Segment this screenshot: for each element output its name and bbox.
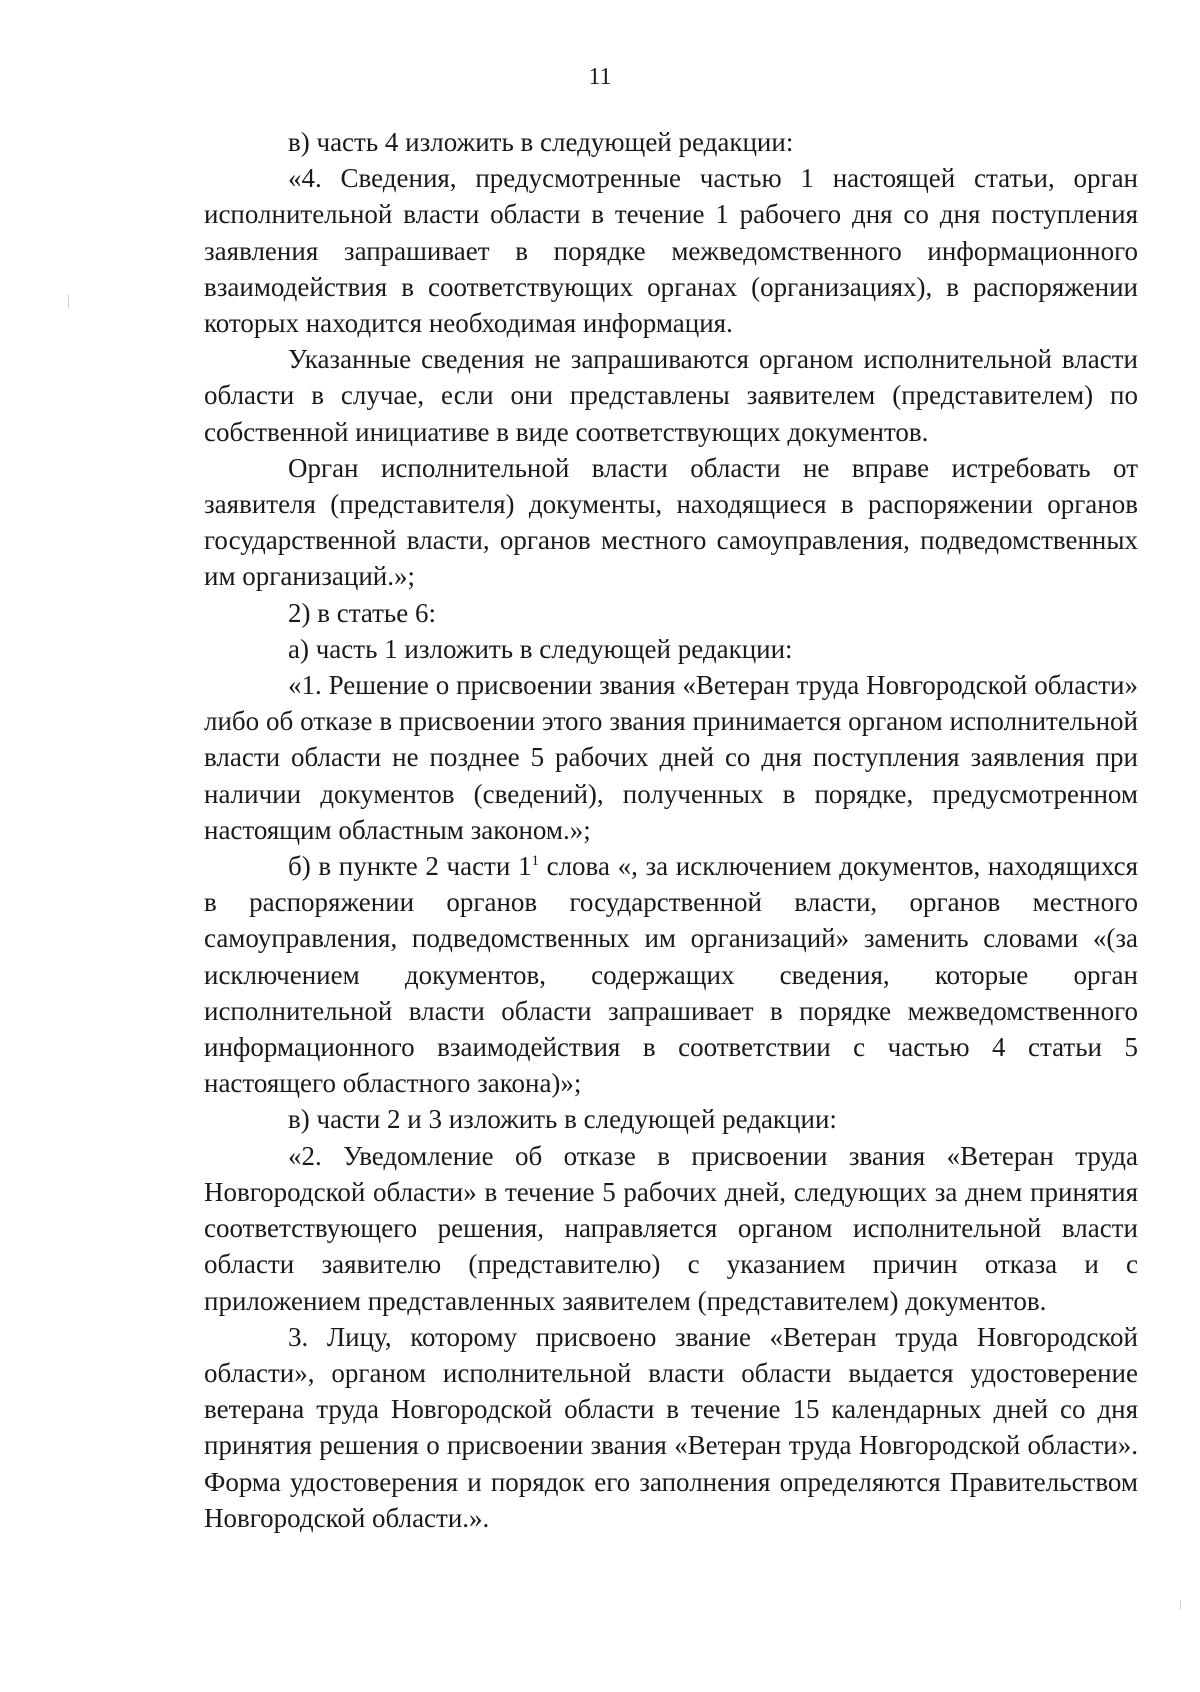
document-body <box>204 124 1138 1536</box>
paragraph-article-6-part-3: 3. Лицу, которому присвоено звание «Ветеран труда Новгородской области», органом исполнительной власти области выдается удостоверение ветерана труда Новгородской области в течение 15 календарных дней со дня принятия решения о присвоении звания «Ветеран труда Новгородской области». Форма удостоверения и порядок его заполнения определяются Правительством Новгородской области.». <box>204 1321 1138 1533</box>
page-number: 11 <box>588 64 612 90</box>
paragraph-info-not-requested: Указанные сведения не запрашиваются органом исполнительной власти области в случае, если они представлены заявителем (представителем) по собственной инициативе в виде соответствующих документов. <box>204 344 1138 447</box>
paragraph-part-1-intro: а) часть 1 изложить в следующей редакции: <box>288 633 793 664</box>
paragraph-article-5-part-4: «4. Сведения, предусмотренные частью 1 настоящей статьи, орган исполнительной власти области в течение 1 рабочего дня со дня поступления заявления запрашивает в порядке межведомственного информационного взаимодействия в соответствующих органах (организациях), в распоряжении которых находится необходимая информация. <box>204 163 1138 339</box>
scan-edge-mark <box>1180 1600 1181 1610</box>
paragraph-part-4-intro: в) часть 4 изложить в следующей редакции: <box>288 127 794 157</box>
paragraph-parts-2-3-intro: в) части 2 и 3 изложить в следующей редакции: <box>288 1104 837 1135</box>
superscript-part-number: 1 <box>531 853 539 870</box>
paragraph-b-text-after: слова «, за исключением документов, находящихся в распоряжении органов государственной власти, органов местного самоуправления, подведомственных им организаций» заменить словами «(за исключением документов, содержащих сведения, которые орган исполнительной власти области запрашивает в порядке межведомственного информационного взаимодействия в соответствии с частью 4 статьи 5 настоящего областного закона)»; <box>204 851 1138 1099</box>
paragraph-article-6-intro: 2) в статье 6: <box>288 597 436 628</box>
paragraph-no-right-to-demand: Орган исполнительной власти области не вправе истребовать от заявителя (представителя) документы, находящиеся в распоряжении органов государственной власти, органов местного самоуправления, подведомственных им организаций.»; <box>204 452 1138 592</box>
scan-edge-mark <box>68 294 69 308</box>
paragraph-point-2-part-1-1 <box>204 848 1138 1101</box>
paragraph-article-6-part-1: «1. Решение о присвоении звания «Ветеран труда Новгородской области» либо об отказе в присвоении этого звания принимается органом исполнительной власти области не позднее 5 рабочих дней со дня поступления заявления при наличии документов (сведений), полученных в порядке, предусмотренном настоящим областным законом.»; <box>204 670 1138 845</box>
paragraph-article-6-part-2: «2. Уведомление об отказе в присвоении звания «Ветеран труда Новгородской области» в течение 5 рабочих дней, следующих за днем принятия соответствующего решения, направляется органом исполнительной власти области заявителю (представителю) с указанием причин отказа и с приложением представленных заявителем (представителем) документов. <box>204 1140 1138 1316</box>
paragraph-b-text-before: б) в пункте 2 части 1 <box>288 851 532 882</box>
